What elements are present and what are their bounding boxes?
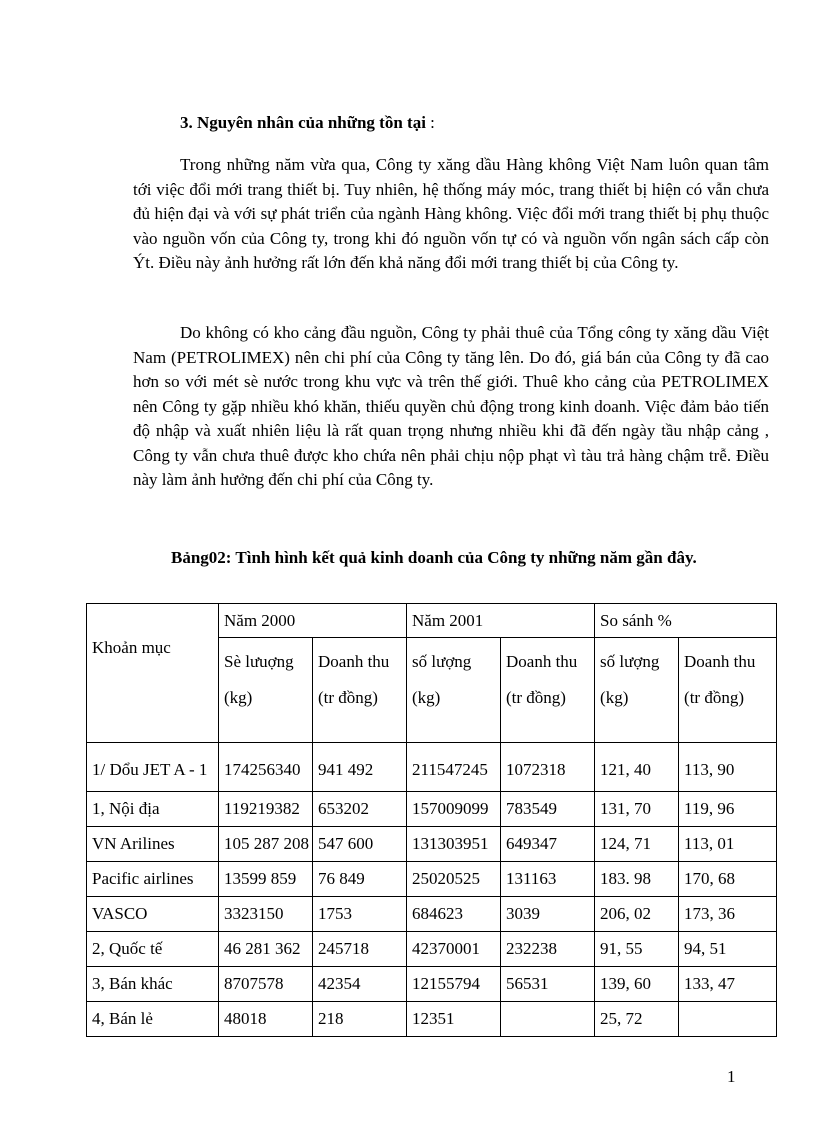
table-cell: 139, 60 [595, 967, 679, 1002]
subheader-cell: Doanh thu (tr đồng) [679, 638, 777, 743]
table-cell: 13599 859 [219, 862, 313, 897]
table-cell: 131, 70 [595, 792, 679, 827]
table-cell: 48018 [219, 1002, 313, 1037]
table-cell: 124, 71 [595, 827, 679, 862]
table-cell: 170, 68 [679, 862, 777, 897]
table-cell: 12155794 [407, 967, 501, 1002]
table-cell: 113, 90 [679, 743, 777, 792]
table-cell: 206, 02 [595, 897, 679, 932]
table-cell [501, 1002, 595, 1037]
table-row [87, 792, 777, 827]
table-cell: 653202 [313, 792, 407, 827]
table-row [87, 1002, 777, 1037]
table-cell: 783549 [501, 792, 595, 827]
group-header-2001: Năm 2001 [407, 604, 595, 638]
subheader-cell: Sè lưuợng (kg) [219, 638, 313, 743]
subheader-cell: số lượng (kg) [407, 638, 501, 743]
table-cell: 113, 01 [679, 827, 777, 862]
table-cell: 105 287 208 [219, 827, 313, 862]
table-cell: 157009099 [407, 792, 501, 827]
group-header-2000: Năm 2000 [219, 604, 407, 638]
table-header-row-1 [87, 604, 777, 638]
table-cell: 94, 51 [679, 932, 777, 967]
table-cell: 25, 72 [595, 1002, 679, 1037]
table-cell: VASCO [87, 897, 219, 932]
table-cell: 91, 55 [595, 932, 679, 967]
table-cell: 211547245 [407, 743, 501, 792]
table-cell: 4, Bán lẻ [87, 1002, 219, 1037]
section-heading: 3. Nguyên nhân của những tồn tại : [180, 113, 435, 132]
page-number: 1 [727, 1067, 736, 1086]
paragraph-1: Trong những năm vừa qua, Công ty xăng dầu Hàng không Việt Nam luôn quan tâm tới việc đổi mới trang thiết bị. Tuy nhiên, hệ thống máy móc, trang thiết bị hiện có vẫn chưa đủ hiện đại và với sự phát triển của ngành Hàng không. Việc đổi mới trang thiết bị phụ thuộc vào nguồn vốn của Công ty, trong khi đó nguồn vốn tự có và nguồn vốn ngân sách cấp còn Ýt. Điều này ảnh hưởng rất lớn đến khả năng đổi mới trang thiết bị của Công ty. [133, 155, 769, 272]
subheader-cell: Doanh thu (tr đồng) [313, 638, 407, 743]
table-row [87, 897, 777, 932]
table-cell: 547 600 [313, 827, 407, 862]
table-cell: 131163 [501, 862, 595, 897]
table-cell: 25020525 [407, 862, 501, 897]
business-results-table [86, 603, 777, 1037]
table-cell: 42354 [313, 967, 407, 1002]
table-cell: 174256340 [219, 743, 313, 792]
paragraph-2: Do không có kho cảng đầu nguồn, Công ty phải thuê của Tổng công ty xăng dầu Việt Nam (PETROLIMEX) nên chi phí của Công ty tăng lên. Do đó, giá bán của Công ty đã cao hơn so với mét sè nước trong khu vực và trên thế giới. Thuê kho cảng của PETROLIMEX nên Công ty gặp nhiều khó khăn, thiếu quyền chủ động trong kinh doanh. Việc đảm bảo tiến độ nhập và xuất nhiên liệu là rất quan trọng nhưng nhiều khi đã đến ngày tầu nhập cảng , Công ty vẫn chưa thuê được kho chứa nên phải chịu nộp phạt vì tàu trả hàng chậm trễ. Điều này làm ảnh hưởng đến chi phí của Công ty. [133, 323, 769, 489]
table-row [87, 827, 777, 862]
group-header-compare: So sánh % [595, 604, 777, 638]
table-row [87, 932, 777, 967]
table-cell: 2, Quốc tế [87, 932, 219, 967]
table-cell: 76 849 [313, 862, 407, 897]
table-cell: 1/ Dổu JET A - 1 [87, 743, 219, 792]
table-row [87, 862, 777, 897]
table-cell: 133, 47 [679, 967, 777, 1002]
table-cell: 649347 [501, 827, 595, 862]
table-cell: 8707578 [219, 967, 313, 1002]
table-caption: Bảng02: Tình hình kết quả kinh doanh của Công ty những năm gần đây. [171, 548, 697, 567]
subheader-cell: Doanh thu (tr đồng) [501, 638, 595, 743]
table-cell: 1, Nội địa [87, 792, 219, 827]
table-cell: 245718 [313, 932, 407, 967]
table-cell: 173, 36 [679, 897, 777, 932]
subheader-cell: số lượng (kg) [595, 638, 679, 743]
col-header-khoan-muc: Khoản mục [87, 604, 219, 743]
table-cell: 12351 [407, 1002, 501, 1037]
table-row [87, 743, 777, 792]
table-cell: 1753 [313, 897, 407, 932]
table-cell: 119219382 [219, 792, 313, 827]
table-cell: VN Arilines [87, 827, 219, 862]
table-cell: Pacific airlines [87, 862, 219, 897]
table-cell: 183. 98 [595, 862, 679, 897]
table-cell: 218 [313, 1002, 407, 1037]
table-cell: 42370001 [407, 932, 501, 967]
table-cell: 131303951 [407, 827, 501, 862]
table-cell: 3039 [501, 897, 595, 932]
table-cell: 232238 [501, 932, 595, 967]
table-cell: 119, 96 [679, 792, 777, 827]
table-cell: 3323150 [219, 897, 313, 932]
table-cell: 684623 [407, 897, 501, 932]
table-cell: 121, 40 [595, 743, 679, 792]
table-cell: 3, Bán khác [87, 967, 219, 1002]
table-row [87, 967, 777, 1002]
table-cell: 46 281 362 [219, 932, 313, 967]
table-cell: 56531 [501, 967, 595, 1002]
table-cell: 1072318 [501, 743, 595, 792]
table-cell: 941 492 [313, 743, 407, 792]
table-cell [679, 1002, 777, 1037]
